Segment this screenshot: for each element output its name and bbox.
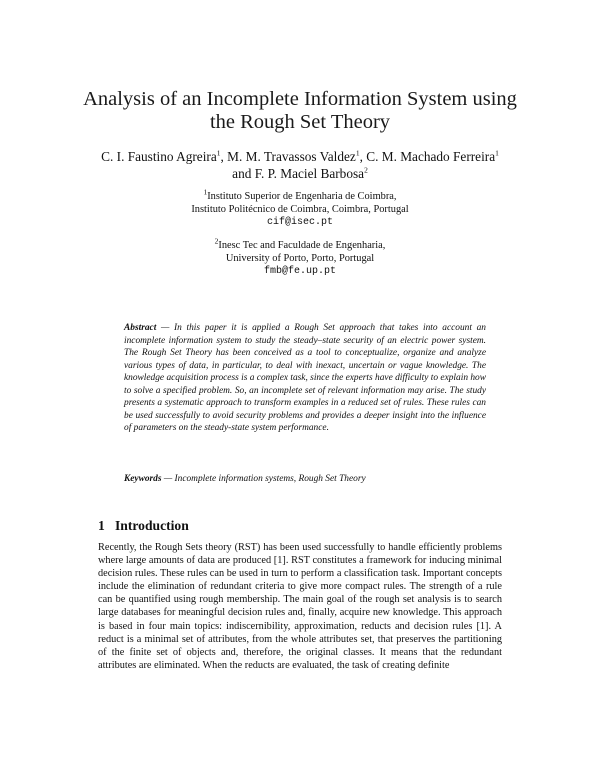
keywords: [124, 473, 486, 486]
section-title: Introduction: [115, 518, 189, 533]
author-affil-mark: 1: [355, 148, 360, 158]
abstract-label: Abstract: [124, 323, 157, 333]
author-affil-mark: 1: [495, 148, 499, 158]
affil-line-1: Inesc Tec and Faculdade de Engenharia,: [218, 240, 386, 251]
keywords-label: Keywords: [124, 474, 162, 484]
affil-line-2: Instituto Politécnico de Coimbra, Coimbra, Portugal: [191, 204, 409, 216]
author-line-2: [40, 166, 560, 183]
abstract: [124, 322, 486, 435]
affil-mark: 2: [214, 236, 219, 246]
author-name: C. M. Machado Ferreira: [366, 149, 496, 164]
abstract-text: — In this paper it is applied a Rough Set approach that takes into account an incomplete information system to study the steady–state security of an electric power system. The Rough Set Theory has been conceived as a tool to conceptualize, organize and analyze various types of data, in particular, to deal with inexact, uncertain or vague knowledge. The knowledge acquisition process is a complex task, since the experts have difficulty to explain how to solve a specified problem. So, an incomplete set of relevant information may arise. The study presents a systematic approach to transform examples in a reduced set of rules. These rules can be used successfully to avoid security problems and provides a deeper insight into the influence of parameters on the steady-state system performance.: [124, 323, 486, 433]
author-name: and F. P. Maciel Barbosa: [232, 165, 365, 181]
affil-email: fmb@fe.up.pt: [263, 266, 336, 278]
author-affil-mark: 1: [216, 148, 221, 158]
affil-line-1: Instituto Superior de Engenharia de Coimbra,: [207, 191, 397, 202]
affiliation-1: [100, 187, 500, 230]
section-heading: [98, 518, 189, 534]
author-name: C. I. Faustino Agreira: [101, 149, 217, 164]
affil-email: cif@isec.pt: [266, 217, 333, 229]
affil-line-2: University of Porto, Porto, Portugal: [225, 253, 375, 265]
title-line-2: the Rough Set Theory: [209, 111, 391, 133]
affiliation-2: [100, 236, 500, 279]
author-name: M. M. Travassos Valdez: [227, 149, 356, 164]
body-paragraph: Recently, the Rough Sets theory (RST) has been used successfully to handle efficiently problems where large amounts of data are produced [1]. RST constitutes a framework for inducing minimal decision rules. These rules can be used in turn to perform a classification task. Important concepts include the elimination of redundant criteria to give more compact rules. The strength of a rule can be quantified using rough membership. The main goal of the rough set analysis is to search large databases for meaningful decision rules and, finally, acquire new knowledge. This approach is based in four main topics: indiscernibility, approximation, reducts and decision rules [1]. A reduct is a minimal set of attributes, from the whole attributes set, that preserves the partitioning of the finite set of objects and, therefore, the original classes. It means that the redundant attributes are eliminated. When the reducts are evaluated, the task of creating definite: [98, 542, 502, 671]
paper-title: [60, 88, 540, 134]
affil-mark: 1: [203, 187, 208, 197]
title-line-1: Analysis of an Incomplete Information System using: [83, 88, 517, 110]
keywords-text: — Incomplete information systems, Rough Set Theory: [161, 474, 366, 484]
author-affil-mark: 2: [364, 165, 368, 175]
section-number: 1: [98, 518, 105, 533]
author-list: [40, 149, 560, 182]
author-line-1: C. I. Faustino Agreira$^1$, M. M. Travassos Valdez$^1$, C. M. Machado Ferreira$^1$: [101, 148, 499, 164]
